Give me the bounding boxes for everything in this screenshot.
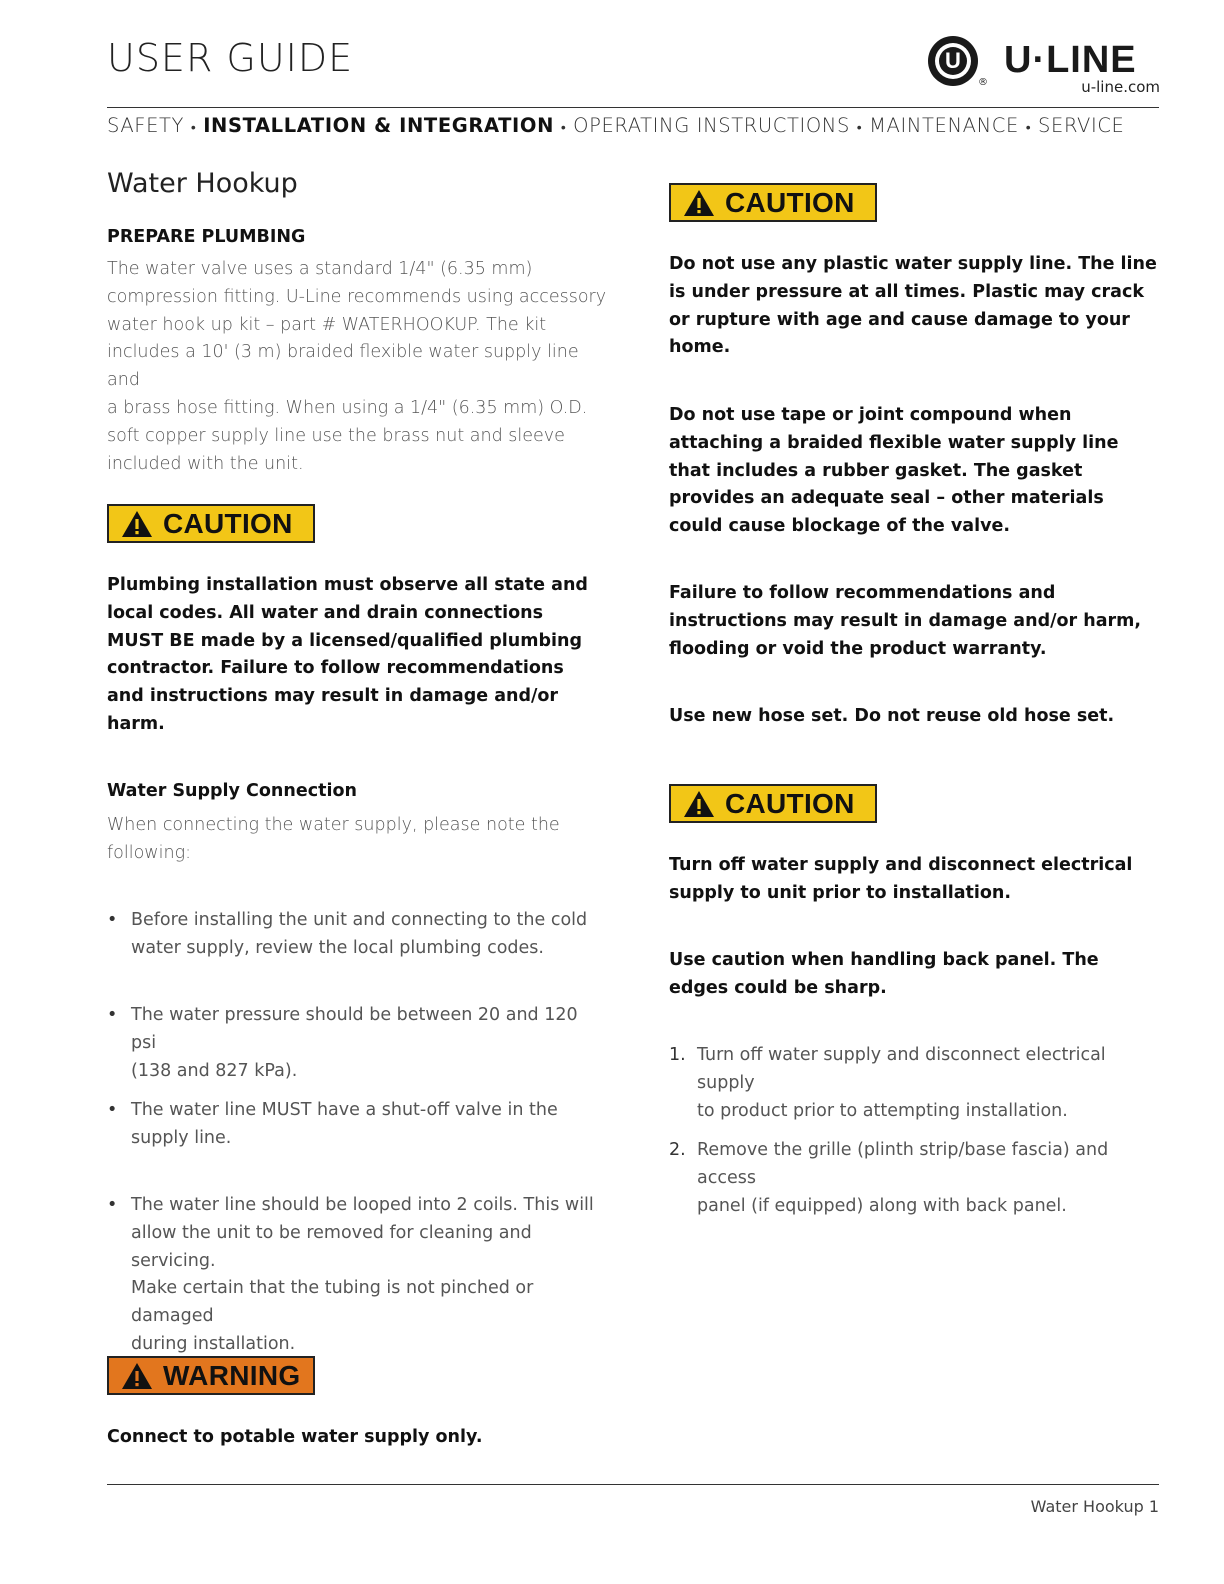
bullet-icon: • <box>107 910 118 930</box>
page-header-title: USER GUIDE <box>107 36 354 80</box>
warning-triangle-icon <box>121 1362 153 1390</box>
u-line-logo-icon: U <box>928 36 978 86</box>
plastic-line-caution: Do not use any plastic water supply line. The line is under pressure at all times. Plastic may crack or rupture with age and cause damage to your home. <box>669 254 1157 358</box>
prepare-plumbing-text: The water valve uses a standard 1/4" (6.35 mm) compression fitting. U-Line recommends using accessory water hook up kit – part # WATERHOOKUP. The kit includes a 10' (3 m) braided flexible water supply line and a brass hose fitting. When using a 1/4" (6.35 mm) O.D. soft copper supply line use the brass nut and sleeve included with the unit. <box>107 259 607 474</box>
section-nav <box>107 114 1167 137</box>
caution-label: CAUTION <box>725 186 855 218</box>
water-supply-intro: When connecting the water supply, please note the following: <box>107 815 560 863</box>
caution-text: Plumbing installation must observe all state and local codes. All water and drain connections MUST BE made by a licensed/qualified plumbing contractor. Failure to follow recommendations and instructions may result in damage and/or harm. <box>107 575 588 734</box>
nav-item-safety[interactable]: SAFETY <box>107 114 185 137</box>
warning-text: Connect to potable water supply only. <box>107 1427 483 1447</box>
page-footer-label: Water Hookup 1 <box>1030 1497 1159 1516</box>
back-panel-caution: Use caution when handling back panel. The edges could be sharp. <box>669 950 1099 998</box>
nav-separator: • <box>1025 120 1032 136</box>
water-supply-heading: Water Supply Connection <box>107 781 357 801</box>
bullet-icon: • <box>107 1195 118 1215</box>
bullet-icon: • <box>107 1100 118 1120</box>
nav-separator: • <box>190 120 197 136</box>
warning-label: WARNING <box>163 1359 301 1391</box>
website-link[interactable]: u-line.com <box>1081 78 1160 96</box>
caution-badge <box>107 504 315 543</box>
prepare-plumbing-heading: PREPARE PLUMBING <box>107 227 306 247</box>
tape-compound-caution: Do not use tape or joint compound when attaching a braided flexible water supply line that includes a rubber gasket. The gasket provides an adequate seal – other materials could cause blockage of the valve. <box>669 405 1119 537</box>
footer-divider <box>107 1484 1159 1485</box>
nav-separator: • <box>856 120 863 136</box>
caution-badge <box>669 183 877 222</box>
nav-item-service[interactable]: SERVICE <box>1038 114 1125 137</box>
nav-item-maintenance[interactable]: MAINTENANCE <box>869 114 1019 137</box>
hose-set-caution: Use new hose set. Do not reuse old hose set. <box>669 706 1115 726</box>
warning-triangle-icon <box>683 189 715 217</box>
recommendations-caution: Failure to follow recommendations and instructions may result in damage and/or harm, flooding or void the product warranty. <box>669 583 1142 659</box>
caution-badge <box>669 784 877 823</box>
section-title: Water Hookup <box>107 168 298 199</box>
turn-off-supply-caution: Turn off water supply and disconnect electrical supply to unit prior to installation. <box>669 855 1133 903</box>
nav-separator: • <box>560 120 567 136</box>
logo-wordmark: U·LINE <box>1004 39 1137 81</box>
warning-badge <box>107 1356 315 1395</box>
header-divider <box>107 107 1159 108</box>
warning-triangle-icon <box>683 790 715 818</box>
warning-triangle-icon <box>121 510 153 538</box>
bullet-icon: • <box>107 1005 118 1025</box>
caution-label: CAUTION <box>163 507 293 539</box>
nav-item-installation[interactable]: INSTALLATION & INTEGRATION <box>203 114 555 137</box>
nav-item-operating[interactable]: OPERATING INSTRUCTIONS <box>573 114 850 137</box>
registered-mark: ® <box>978 77 988 88</box>
caution-label: CAUTION <box>725 787 855 819</box>
u-line-logo[interactable] <box>928 34 1160 98</box>
